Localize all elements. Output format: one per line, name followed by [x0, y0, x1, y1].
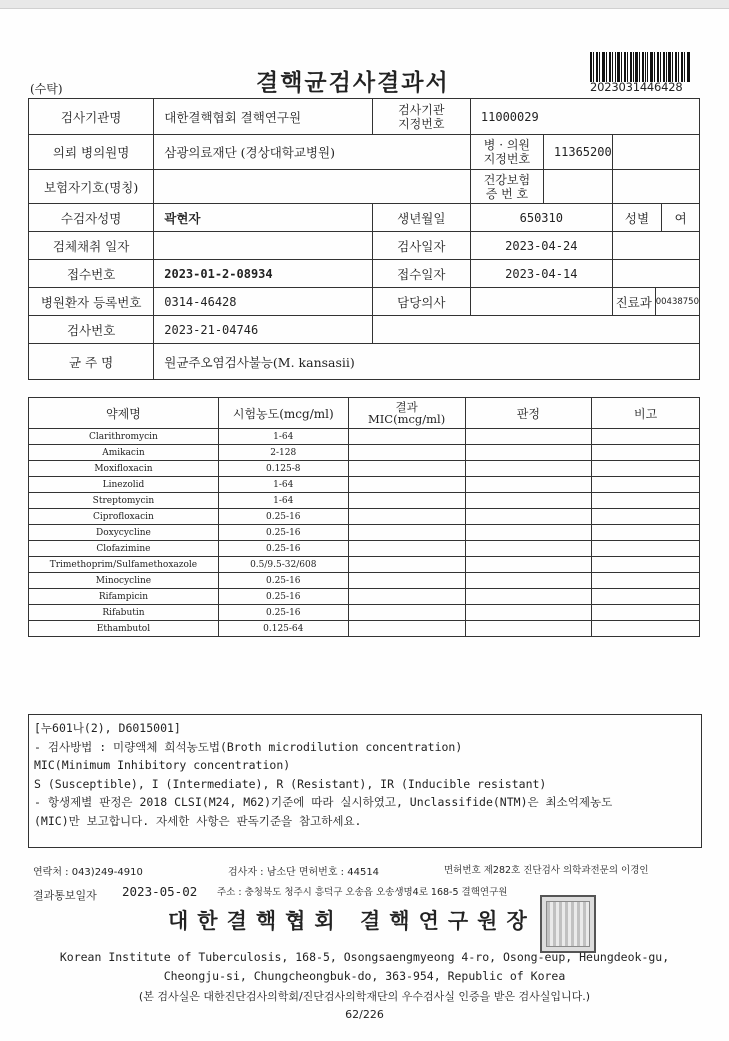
remarks: [592, 621, 700, 637]
interpretation: [465, 429, 592, 445]
test-concentration: 1-64: [218, 477, 348, 493]
drug-name: Linezolid: [29, 477, 219, 493]
report-date-label: 결과통보일자: [33, 889, 97, 902]
test-concentration: 0.25-16: [218, 525, 348, 541]
receipt-date-label: 접수일자: [372, 260, 470, 288]
drug-row: [29, 493, 700, 509]
certification-note: (본 검사실은 대한진단검사의학회/진단검사의학재단의 우수검사실 인증을 받은 검사실입니다.): [138, 990, 591, 1003]
note-col-header: 비고: [592, 398, 700, 429]
remarks: [592, 445, 700, 461]
drug-name: Ethambutol: [29, 621, 219, 637]
interpretation: [465, 541, 592, 557]
receipt-date-value: 2023-04-14: [470, 260, 612, 288]
insurance-no-value: [612, 170, 699, 204]
test-concentration: 0.25-16: [218, 573, 348, 589]
test-concentration: 0.25-16: [218, 541, 348, 557]
interpretation: [465, 589, 592, 605]
mic-result: [348, 541, 465, 557]
drug-name: Minocycline: [29, 573, 219, 589]
remarks: [592, 429, 700, 445]
organism-label: 균 주 명: [29, 344, 154, 380]
drug-row: [29, 589, 700, 605]
address-english-line2: Cheongju-si, Chungcheongbuk-do, 363-954, Republic of Korea: [163, 969, 566, 983]
insured-label: 보험자기호(명칭): [29, 170, 154, 204]
notes-method: - 검사방법 : 미량액체 희석농도법(Broth microdilution concentration): [34, 739, 463, 754]
patient-name-label: 수검자성명: [29, 204, 154, 232]
drug-name: Rifampicin: [29, 589, 219, 605]
drug-row: [29, 541, 700, 557]
mic-result: [348, 573, 465, 589]
drug-susceptibility-table: [28, 397, 700, 637]
interpretation: [465, 557, 592, 573]
notes-legend: S (Susceptible), I (Intermediate), R (Resistant), IR (Inducible resistant): [34, 776, 547, 791]
sex-label: 성별: [612, 204, 662, 232]
drug-row: [29, 445, 700, 461]
lab-code-value: 11000029: [470, 99, 699, 135]
mic-result: [348, 525, 465, 541]
clinic-code-value: 11365200: [553, 145, 612, 159]
consignment-tag: (수탁): [30, 82, 63, 96]
patient-reg-value: 0314-46428: [154, 288, 372, 316]
test-date-label: 검사일자: [372, 232, 470, 260]
drug-row: [29, 573, 700, 589]
drug-row: [29, 477, 700, 493]
barcode-image: [590, 52, 690, 82]
drug-name: Doxycycline: [29, 525, 219, 541]
remarks: [592, 589, 700, 605]
interp-col-header: 판정: [465, 398, 592, 429]
dob-label: 생년월일: [372, 204, 470, 232]
tester-info: 검사자 : 남소단 면허번호 : 44514: [228, 867, 380, 878]
interpretation: [465, 509, 592, 525]
receipt-no-label: 접수번호: [29, 260, 154, 288]
drug-row: [29, 605, 700, 621]
patient-reg-label: 병원환자 등록번호: [29, 288, 154, 316]
organization-name: 대한결핵협회 결핵연구원장: [168, 909, 536, 933]
doctor-license: 면허번호 제282호 진단검사 의학과전문의 이경인: [444, 865, 649, 876]
report-date-value: 2023-05-02: [122, 884, 198, 899]
official-seal-stamp: [540, 895, 596, 953]
remarks: [592, 493, 700, 509]
drug-name: Rifabutin: [29, 605, 219, 621]
mic-result: [348, 509, 465, 525]
drug-name: Ciprofloxacin: [29, 509, 219, 525]
remarks: [592, 477, 700, 493]
hospital-value: 삼광의료재단 (경상대학교병원): [154, 135, 471, 170]
remarks: [592, 557, 700, 573]
interpretation: [465, 573, 592, 589]
page-number: 62/226: [345, 1008, 384, 1021]
test-no-label: 검사번호: [29, 316, 154, 344]
remarks: [592, 605, 700, 621]
remarks: [592, 461, 700, 477]
insurance-no-label: 건강보험 증 번 호: [471, 170, 544, 203]
drug-name: Amikacin: [29, 445, 219, 461]
mic-result: [348, 429, 465, 445]
document-title: 결핵균검사결과서: [256, 70, 450, 96]
sex-value: 여: [662, 204, 700, 232]
result-col-header: 결과 MIC(mcg/ml): [348, 398, 465, 429]
test-concentration: 0.5/9.5-32/608: [218, 557, 348, 573]
doctor-value: [470, 288, 612, 316]
test-concentration: 0.25-16: [218, 605, 348, 621]
test-concentration: 0.25-16: [218, 589, 348, 605]
test-concentration: 1-64: [218, 429, 348, 445]
interpretation: [465, 525, 592, 541]
specimen-date-value: [154, 232, 372, 260]
drug-row: [29, 461, 700, 477]
mic-result: [348, 461, 465, 477]
drug-name: Clofazimine: [29, 541, 219, 557]
mic-result: [348, 477, 465, 493]
test-date-value: 2023-04-24: [470, 232, 612, 260]
interpretation: [465, 493, 592, 509]
contact-info: 연락처 : 043)249-4910: [33, 867, 143, 878]
test-concentration: 1-64: [218, 493, 348, 509]
drug-col-header: 약제명: [29, 398, 219, 429]
drug-row: [29, 621, 700, 637]
clinic-code-label: 병 · 의원 지정번호: [471, 135, 544, 169]
interpretation: [465, 621, 592, 637]
lab-name-label: 검사기관명: [29, 99, 154, 135]
mic-result: [348, 621, 465, 637]
drug-name: Moxifloxacin: [29, 461, 219, 477]
method-notes: [28, 714, 702, 848]
barcode-number: 2023031446428: [590, 80, 683, 94]
dob-value: 650310: [470, 204, 612, 232]
drug-row: [29, 525, 700, 541]
lab-code-label: 검사기관 지정번호: [372, 99, 470, 135]
interpretation: [465, 445, 592, 461]
hospital-label: 의뢰 병의원명: [29, 135, 154, 170]
address-korean: 주소 : 충청북도 청주시 흥덕구 오송읍 오송생명4로 168-5 결핵연구원: [217, 887, 508, 898]
receipt-no-value: 2023-01-2-08934: [154, 260, 372, 288]
interpretation: [465, 461, 592, 477]
lab-name-value: 대한결핵협회 결핵연구원: [154, 99, 372, 135]
interpretation: [465, 477, 592, 493]
notes-mic: MIC(Minimum Inhibitory concentration): [34, 758, 291, 772]
mic-result: [348, 445, 465, 461]
mic-result: [348, 589, 465, 605]
mic-result: [348, 605, 465, 621]
insured-value: [154, 170, 471, 204]
test-concentration: 0.25-16: [218, 509, 348, 525]
remarks: [592, 541, 700, 557]
remarks: [592, 509, 700, 525]
test-no-value: 2023-21-04746: [154, 316, 372, 344]
remarks: [592, 573, 700, 589]
notes-criteria: - 항생제별 판정은 2018 CLSI(M24, M62)기준에 따라 실시하였고, Unclassifide(NTM)은 최소억제농도: [34, 795, 613, 809]
mic-result: [348, 493, 465, 509]
notes-code: [누601나(2), D6015001]: [34, 721, 181, 735]
address-english-line1: Korean Institute of Tuberculosis, 168-5, Osongsaengmyeong 4-ro, Osong-eup, Heungdeok-gu,: [59, 950, 670, 964]
drug-row: [29, 509, 700, 525]
top-edge: [0, 0, 729, 9]
specimen-date-label: 검체채취 일자: [29, 232, 154, 260]
organism-value: 원균주오염검사불능(M. kansasii): [154, 344, 700, 380]
remarks: [592, 525, 700, 541]
test-concentration: 0.125-8: [218, 461, 348, 477]
drug-name: Trimethoprim/Sulfamethoxazole: [29, 557, 219, 573]
drug-name: Streptomycin: [29, 493, 219, 509]
dept-value: 00438750: [655, 296, 699, 307]
drug-row: [29, 429, 700, 445]
test-concentration: 2-128: [218, 445, 348, 461]
mic-result: [348, 557, 465, 573]
conc-col-header: 시험농도(mcg/ml): [218, 398, 348, 429]
drug-name: Clarithromycin: [29, 429, 219, 445]
patient-name-value: 곽현자: [154, 204, 372, 232]
doctor-label: 담당의사: [372, 288, 470, 316]
notes-criteria-cont: (MIC)만 보고합니다. 자세한 사항은 판독기준을 참고하세요.: [34, 813, 362, 828]
drug-row: [29, 557, 700, 573]
patient-info-table: [28, 98, 700, 380]
interpretation: [465, 605, 592, 621]
test-concentration: 0.125-64: [218, 621, 348, 637]
dept-label: 진료과: [613, 288, 656, 315]
